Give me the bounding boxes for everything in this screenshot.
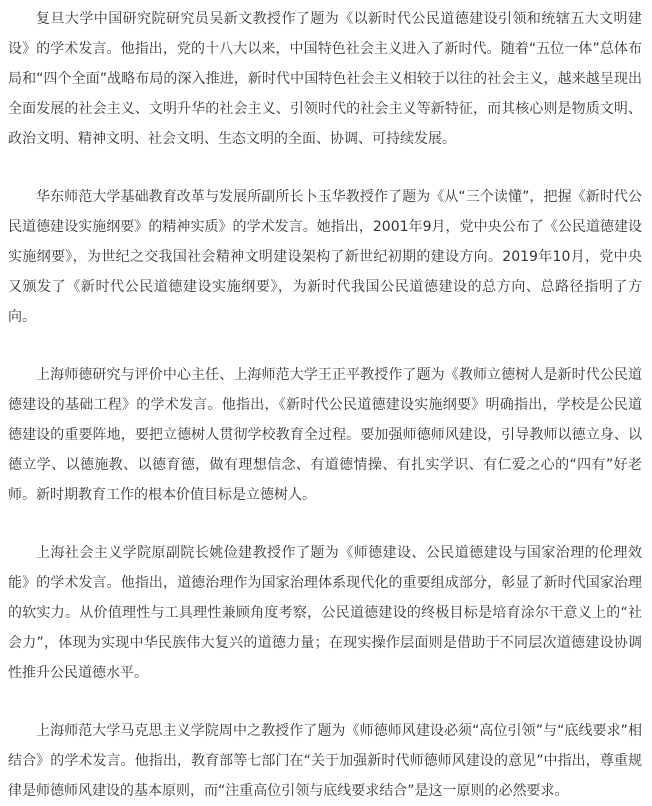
paragraph-bu-yuhua: 华东师范大学基础教育改革与发展所副所长卜玉华教授作了题为《从“三个读懂”，把握《新时代公民道德建设实施纲要》的精神实质》的学术发言。她指出，2001年9月，党中央公布了《公民道德建设实施纲要》，为世纪之交我国社会精神文明建设架构了新世纪初期的建设方向。2019年10月，党中央又颁发了《新时代公民道德建设实施纲要》，为新时代我国公民道德建设的总方向、总路径指明了方向。 bbox=[8, 189, 642, 325]
paragraph-wu-xinwen: 复旦大学中国研究院研究员吴新文教授作了题为《以新时代公民道德建设引领和统辖五大文明建设》的学术发言。他指出，党的十八大以来，中国特色社会主义进入了新时代。随着“五位一体”总体布局和“四个全面”战略布局的深入推进，新时代中国特色社会主义相较于以往的社会主义，越来越呈现出全面发展的社会主义、文明升华的社会主义、引领时代的社会主义等新特征，而其核心则是物质文明、政治文明、精神文明、社会文明、生态文明的全面、协调、可持续发展。 bbox=[8, 11, 642, 147]
paragraph-zhou-zhongzhi: 上海师范大学马克思主义学院周中之教授作了题为《师德师风建设必须“高位引领”与“底线要求”相结合》的学术发言。他指出，教育部等七部门在“关于加强新时代师德师风建设的意见”中指出，尊重规律是师德师风建设的基本原则，而“注重高位引领与底线要求结合”是这一原则的必然要求。 bbox=[8, 723, 642, 799]
paragraph-wang-zhengping: 上海师德研究与评价中心主任、上海师范大学王正平教授作了题为《教师立德树人是新时代公民道德建设的基础工程》的学术发言。他指出，《新时代公民道德建设实施纲要》明确指出，学校是公民道德建设的重要阵地，要把立德树人贯彻学校教育全过程。要加强师德师风建设，引导教师以德立身、以德立学、以德施教、以德育德，做有理想信念、有道德情操、有扎实学识、有仁爱之心的“四有”好老师。新时期教育工作的根本价值目标是立德树人。 bbox=[8, 367, 642, 503]
paragraph-yao-jianjian: 上海社会主义学院原副院长姚俭建教授作了题为《师德建设、公民道德建设与国家治理的伦理效能》的学术发言。他指出，道德治理作为国家治理体系现代化的重要组成部分，彰显了新时代国家治理的软实力。从价值理性与工具理性兼顾角度考察，公民道德建设的终极目标是培育涂尔干意义上的“社会力”，体现为实现中华民族伟大复兴的道德力量；在现实操作层面则是借助于不同层次道德建设协调性推升公民道德水平。 bbox=[8, 545, 642, 681]
